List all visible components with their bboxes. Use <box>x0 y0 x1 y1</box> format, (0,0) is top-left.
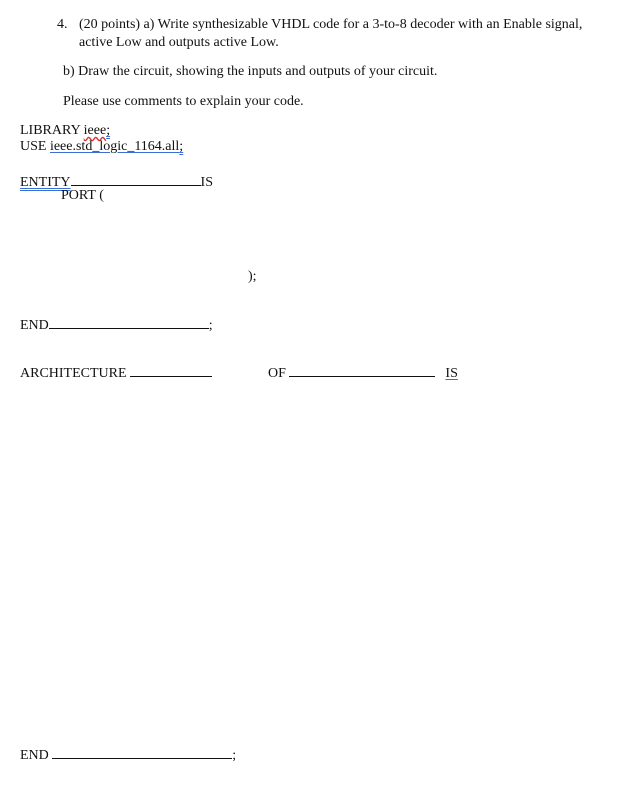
question-line-2: active Low and outputs active Low. <box>79 35 279 50</box>
end2-semicolon: ; <box>232 748 237 763</box>
entity-is-keyword: IS <box>200 175 213 190</box>
architecture-name-blank[interactable] <box>130 363 212 377</box>
use-keyword: USE <box>20 139 47 154</box>
library-line <box>20 123 110 139</box>
use-line <box>20 139 183 155</box>
entity-keyword: ENTITY <box>20 175 71 190</box>
question-number: 4. <box>57 17 68 32</box>
question-line-1: (20 points) a) Write synthesizable VHDL code for a 3-to-8 decoder with an Enable signal, <box>79 17 583 32</box>
port-line: PORT ( <box>61 188 104 203</box>
comments-instruction: Please use comments to explain your code. <box>63 94 304 109</box>
entity-line <box>20 172 213 191</box>
architecture-keyword: ARCHITECTURE <box>20 366 127 381</box>
of-entity-blank[interactable] <box>289 363 435 377</box>
library-name: ieee <box>83 123 107 138</box>
end-entity-line <box>20 315 213 334</box>
library-keyword: LIBRARY <box>20 123 81 138</box>
end2-keyword: END <box>20 748 49 763</box>
architecture-is-keyword: IS <box>445 366 458 381</box>
port-close: ); <box>248 269 257 284</box>
end-semicolon: ; <box>208 318 213 333</box>
of-keyword: OF <box>268 366 286 381</box>
library-semicolon: ; <box>106 123 111 138</box>
end-keyword: END <box>20 318 49 333</box>
end-entity-blank[interactable] <box>49 315 209 329</box>
of-line <box>268 363 458 382</box>
question-part-b: b) Draw the circuit, showing the inputs and outputs of your circuit. <box>63 64 438 79</box>
entity-name-blank[interactable] <box>71 172 201 186</box>
end-architecture-blank[interactable] <box>52 745 232 759</box>
use-package: ieee.std_logic_1164.all <box>49 139 180 154</box>
use-semicolon: ; <box>179 139 184 154</box>
architecture-line <box>20 363 212 382</box>
end-architecture-line <box>20 745 236 764</box>
